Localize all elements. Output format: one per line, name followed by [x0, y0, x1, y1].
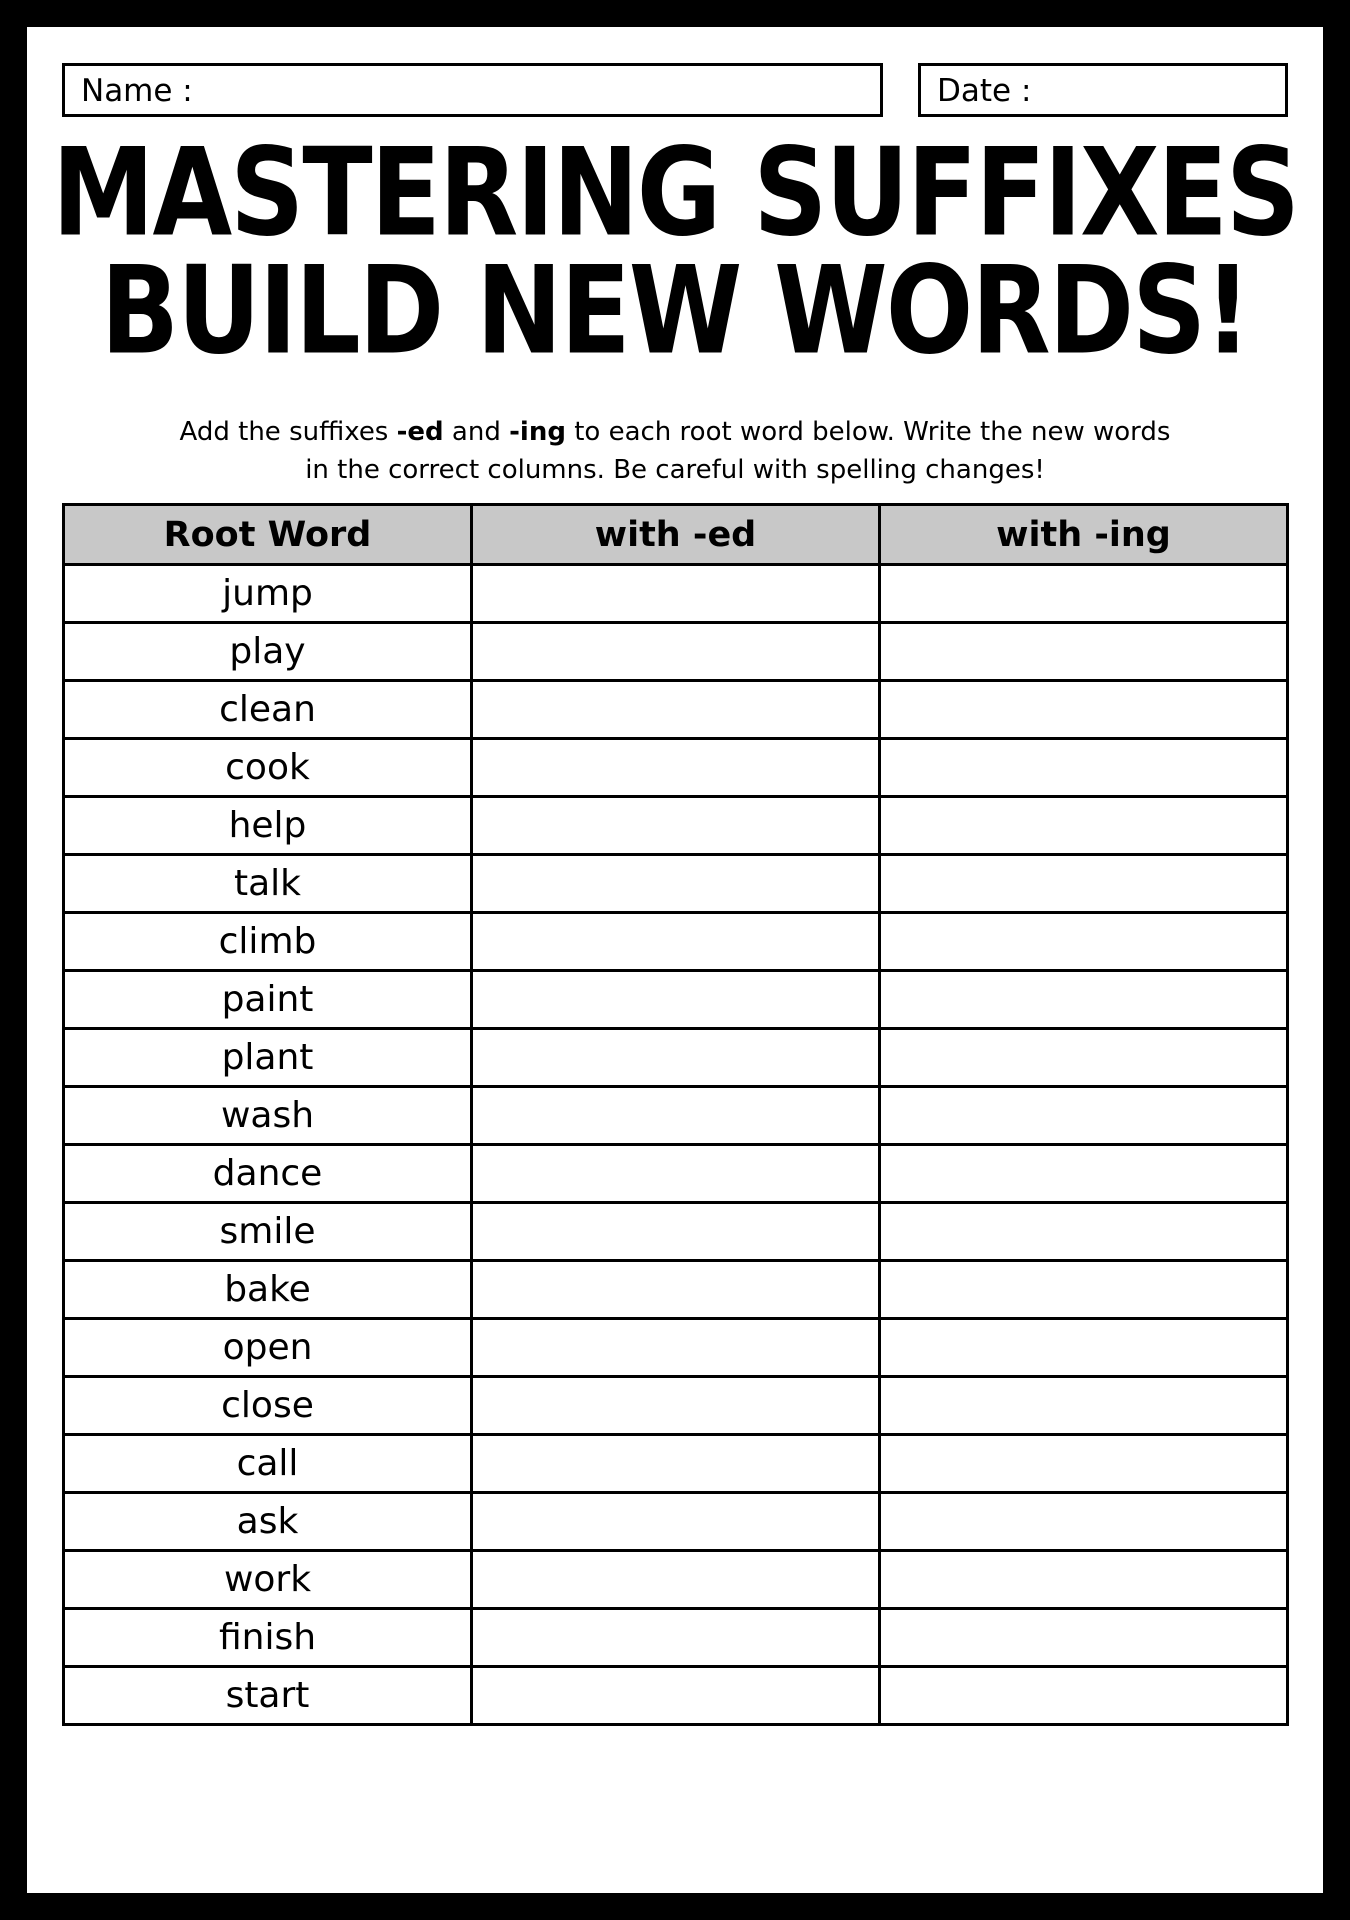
table-row [64, 1145, 1288, 1203]
root-word-cell: jump [64, 565, 472, 623]
root-word-cell: finish [64, 1609, 472, 1667]
root-word-cell: cook [64, 739, 472, 797]
table-row [64, 1667, 1288, 1725]
table-row [64, 1493, 1288, 1551]
instructions [27, 413, 1323, 489]
table-row [64, 681, 1288, 739]
table-row [64, 1319, 1288, 1377]
ing-answer-cell[interactable] [880, 681, 1288, 739]
title-line-2: BUILD NEW WORDS! [100, 240, 1250, 382]
ing-answer-cell[interactable] [880, 855, 1288, 913]
ed-answer-cell[interactable] [472, 913, 880, 971]
ing-answer-cell[interactable] [880, 739, 1288, 797]
column-header-with-ed: with -ed [472, 505, 880, 565]
ing-answer-cell[interactable] [880, 1493, 1288, 1551]
ed-answer-cell[interactable] [472, 1493, 880, 1551]
ing-answer-cell[interactable] [880, 797, 1288, 855]
table-row [64, 855, 1288, 913]
ed-answer-cell[interactable] [472, 739, 880, 797]
ed-answer-cell[interactable] [472, 1435, 880, 1493]
table-row [64, 739, 1288, 797]
suffix-table [62, 503, 1289, 1726]
root-word-cell: close [64, 1377, 472, 1435]
ed-answer-cell[interactable] [472, 1029, 880, 1087]
table-row [64, 797, 1288, 855]
ing-answer-cell[interactable] [880, 623, 1288, 681]
ed-answer-cell[interactable] [472, 565, 880, 623]
root-word-cell: ask [64, 1493, 472, 1551]
ing-answer-cell[interactable] [880, 1435, 1288, 1493]
ing-answer-cell[interactable] [880, 1319, 1288, 1377]
table-row [64, 1029, 1288, 1087]
suffix-ing: -ing [509, 417, 566, 447]
ed-answer-cell[interactable] [472, 623, 880, 681]
root-word-cell: help [64, 797, 472, 855]
table-row [64, 1435, 1288, 1493]
name-field[interactable] [62, 63, 883, 117]
ed-answer-cell[interactable] [472, 681, 880, 739]
column-header-root-word: Root Word [64, 505, 472, 565]
table-row [64, 1261, 1288, 1319]
root-word-cell: start [64, 1667, 472, 1725]
column-header-with-ing: with -ing [880, 505, 1288, 565]
ed-answer-cell[interactable] [472, 797, 880, 855]
table-header-row [64, 505, 1288, 565]
ing-answer-cell[interactable] [880, 1551, 1288, 1609]
root-word-cell: wash [64, 1087, 472, 1145]
ing-answer-cell[interactable] [880, 1377, 1288, 1435]
root-word-cell: call [64, 1435, 472, 1493]
ing-answer-cell[interactable] [880, 1145, 1288, 1203]
instructions-part2: and [443, 417, 510, 447]
root-word-cell: bake [64, 1261, 472, 1319]
root-word-cell: talk [64, 855, 472, 913]
ing-answer-cell[interactable] [880, 1203, 1288, 1261]
instructions-part1: Add the suffixes [179, 417, 397, 447]
table-row [64, 913, 1288, 971]
ed-answer-cell[interactable] [472, 1609, 880, 1667]
table-row [64, 623, 1288, 681]
root-word-cell: climb [64, 913, 472, 971]
table-row [64, 1609, 1288, 1667]
table-row [64, 1551, 1288, 1609]
ing-answer-cell[interactable] [880, 565, 1288, 623]
ing-answer-cell[interactable] [880, 1087, 1288, 1145]
ed-answer-cell[interactable] [472, 971, 880, 1029]
ing-answer-cell[interactable] [880, 1667, 1288, 1725]
ed-answer-cell[interactable] [472, 855, 880, 913]
root-word-cell: smile [64, 1203, 472, 1261]
suffix-ed: -ed [396, 417, 444, 447]
ed-answer-cell[interactable] [472, 1145, 880, 1203]
root-word-cell: clean [64, 681, 472, 739]
root-word-cell: play [64, 623, 472, 681]
root-word-cell: plant [64, 1029, 472, 1087]
ed-answer-cell[interactable] [472, 1261, 880, 1319]
title-line-1: MASTERING SUFFIXES [51, 122, 1299, 264]
name-label: Name : [81, 73, 193, 109]
table-row [64, 1087, 1288, 1145]
table-row [64, 1203, 1288, 1261]
root-word-cell: paint [64, 971, 472, 1029]
ed-answer-cell[interactable] [472, 1551, 880, 1609]
root-word-cell: open [64, 1319, 472, 1377]
table-row [64, 565, 1288, 623]
ed-answer-cell[interactable] [472, 1203, 880, 1261]
ed-answer-cell[interactable] [472, 1667, 880, 1725]
instructions-line2: in the correct columns. Be careful with spelling changes! [305, 455, 1045, 485]
ing-answer-cell[interactable] [880, 1609, 1288, 1667]
root-word-cell: work [64, 1551, 472, 1609]
date-label: Date : [937, 73, 1032, 109]
date-field[interactable] [918, 63, 1288, 117]
ed-answer-cell[interactable] [472, 1319, 880, 1377]
ing-answer-cell[interactable] [880, 913, 1288, 971]
root-word-cell: dance [64, 1145, 472, 1203]
ing-answer-cell[interactable] [880, 1029, 1288, 1087]
table-row [64, 1377, 1288, 1435]
ed-answer-cell[interactable] [472, 1087, 880, 1145]
ed-answer-cell[interactable] [472, 1377, 880, 1435]
ing-answer-cell[interactable] [880, 1261, 1288, 1319]
instructions-part3: to each root word below. Write the new words [565, 417, 1171, 447]
ing-answer-cell[interactable] [880, 971, 1288, 1029]
table-row [64, 971, 1288, 1029]
worksheet-page [27, 27, 1323, 1893]
